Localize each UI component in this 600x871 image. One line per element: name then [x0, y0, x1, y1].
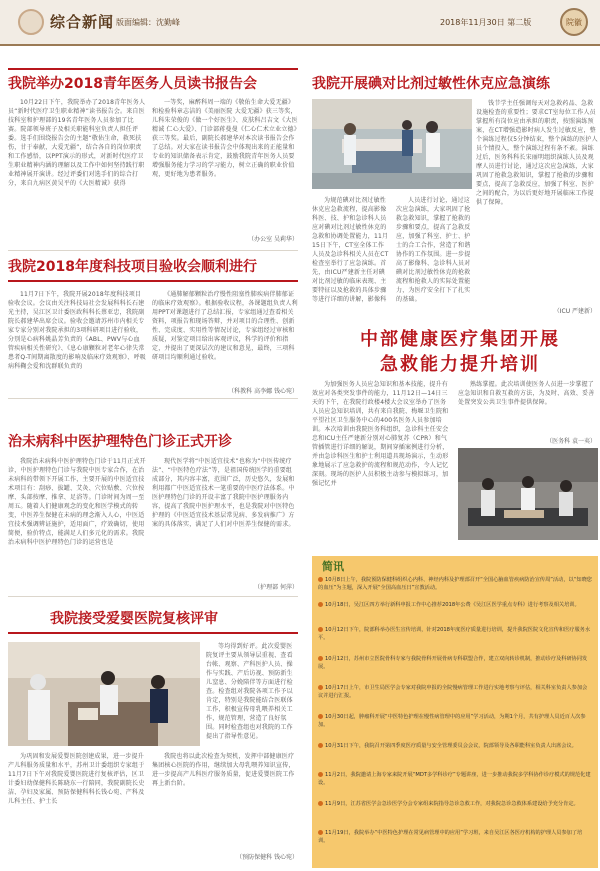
- baby-byline: （预防保健科 钱心宛）: [236, 854, 298, 861]
- iodine-body-col1: 为规范碘对比剂过敏性休克应急救流程，提高影像科医、技、护和急诊科人员应对碘对比剂过敏性休克的急救和协调处置能力，11月15日下午，CT室全体工作人员及急诊科相关人员在CT检查室举行了应急演练。首先，由ICU严建新主任对碘对比剂过敏的临床表现、主要特征以及抢救的具体步骤等进行详细的讲解，影像科: [312, 197, 389, 303]
- research-body-col2: 《通肺解郁颗粒治疗慢性阻塞性肺疾病伴肺郁证的临床疗效观察》。根据验收议程，各课题组负责人利用PPT对课题进行了总结汇报，专家组通过查看相关资料，项报告和现场答辩，并对项目的合理性、创新性、完成度、实用性等情况讨论，专家组经过审核和质疑，对鉴定项目给出客观评议，科学的评价和指定，并提出了更深层次的建议和意见，最终，三项科研项目均顺利通过验收。: [152, 291, 298, 361]
- hospital-logo-icon: [560, 8, 588, 36]
- group-headline-line1: 中部健康医疗集团开展: [360, 329, 560, 350]
- group-body-col2: 熟练掌握。此次培训使医务人员进一步掌握了应急知识和自救互救的方法，为及时、高效、妥善处置突发公共卫生事件提供保障。: [458, 381, 595, 406]
- headline-underline: [8, 280, 298, 282]
- tcm-byline: （护理部 何萍）: [254, 584, 298, 591]
- research-headline: 我院2018年度科技项目验收会顺利进行: [8, 259, 257, 275]
- tcm-body-col2: 现代医学将“中医适宜技术”也称为“中医传统疗法”、“中医特色疗法”等，是祖国传统医学的重要组成部分，其内容丰富，范围广泛，历史悠久，发展和利用都广中医适宜技术一笔重要的中医疗法体系。中医护理特色门诊的开设丰富了我院中医护理服务内容，提高了我院中医护理水平，也是我院对中医特色护理的《中医适宜技术基层常见病、多发病推广》方案的具体落实，满足了人们对中医养生保健的需求。: [152, 458, 295, 528]
- research-body-col1: 11月7日下午，我院开展2018年度科技项目验收会议。会议由关注科技局社会发展科科长石建光主持，吴江区卫计委医政科科长蔡亚忠，我院副院长郝建华出席会议。验收会邀请苏州市内相关专家专家分别对我院承担的3项科研项目进行验收，分别是心病科姚晶芳负责的《ABL、PWV与心血管疾病相关性研究》、《息心康颗粒对老年心律失常患者Q-T间期离散度的影响及临床疗效观察》、呼吸病科鞠会爱和沈群联负责的: [8, 291, 146, 370]
- baby-body-right: 等均得到好评。此次爱婴医院复评主要从领导层重视、查看台帐、观察、产科医护人员、操作与实践、产后访视、预防新生儿窒息、分娩陪伴等方面进行检查。检查组对我院各项工作予以肯定，特别是我院能结合医联体工作，积极宣传母乳喂养相关工作，规范管理，营造了良好氛围。同时检查组也对我院的工作提出了指导性意见。: [206, 643, 293, 740]
- headline-underline: [8, 68, 298, 70]
- tcm-body-col1: 我院治未病科中医护理特色门诊于11月正式开诊，中医护理特色门诊与我院中医专家合作，在治未病科的带领下开展工作，主要开展的中医适宜技术项目有：刮痧、拔罐、艾灸、穴位贴敷、穴位按摩、头部按摩、推拿、足浴等。门诊时间为周一至周五。随着人们健康观念的变化和医学模式的转变，中医养生保健在未病的理念渐入人心，中医适宜技术强调辨证施护，适用面广，疗效确切，使用简便，验价特点，能满足人们多元化的需求。我院治未病科中医护理特色门诊的运营也是: [8, 458, 146, 546]
- group-body-col1: 为加强医务人员应急知识和基本技能，提升有效应对各类突发事件的能力，11月12日—14日三天的下午，在我院行政楼4楼大会议室举办了医务人员应急知识培训，共有来自我院、梅堰卫生院和平望社区卫生服务中心的400名医务人员参加培训。本次培训由我院医务科组织，急诊科主任安会忠和ICU主任严建新分别对心肺复苏（CPR）和气管插管进行详细的解说，期间穿插案例进行分析，并由急诊科医生和护士利用道具现场演示，生动形象地展示了应急救护的流程和规范动作，令人记忆深刻。现场的医护人员积极主动参与模拟练习，加强记忆并: [312, 381, 449, 487]
- drill-photo: [312, 99, 472, 189]
- group-byline: （医务科 袁一夷）: [546, 438, 596, 445]
- bullet-icon: [318, 656, 323, 661]
- group-headline-line2: 急救能力提升培训: [380, 354, 540, 375]
- bullet-icon: [318, 830, 323, 835]
- section-title: 综合新闻: [50, 13, 115, 31]
- bullet-icon: [318, 602, 323, 607]
- research-byline: （科教科 高李娜 钱心宛）: [228, 388, 298, 395]
- bullet-icon: [318, 743, 323, 748]
- iodine-headline: 我院开展碘对比剂过敏性休克应急演练: [312, 76, 550, 92]
- brief-item: 11月19日，我院举办“中医特色护理在常见病管理中的应用”学习班，来自吴江区各医疗机构的护理人员参加了培训。: [318, 830, 583, 845]
- reading-headline: 我院举办2018青年医务人员读书报告会: [8, 76, 257, 92]
- review-photo: [8, 642, 200, 746]
- brief-item: 10月8日上午，我院预防保健科组织心内科、神经内科及护理部召开“全国心脑血管疾病防治宣传周”活动，以“知晓您的血压”为主题，深入开展“全国高血压日”宣教活动。: [318, 577, 592, 592]
- brief-item: 10月30日起，肿瘤科开展“中医特色护理在慢性病管理中的应用”学习活动，为期1个月，共有护理人员近百人次参加。: [318, 714, 586, 729]
- brief-item: 11月9日，江苏省医学会急诊医学分会专家组来院指导急诊急救工作，对我院急诊急救体系建设给予充分肯定。: [318, 800, 592, 829]
- review-photo-image: [8, 642, 200, 746]
- brief-item: 10月12日下午，院部科举办医生宣传培训，针对2018年度医疗质量进行培训，提升我院医院文化宣传和医疗服务水平。: [318, 627, 591, 642]
- training-photo: [458, 448, 598, 540]
- drill-photo-image: [312, 99, 472, 189]
- divider: [8, 596, 298, 597]
- brief-item: 10月18日，吴江区四方举行新科申报工作中心推荐2018年公费《吴江区医学重点专科》进行考察及相关培训。: [318, 601, 592, 626]
- bullet-icon: [318, 772, 323, 777]
- bullet-icon: [318, 685, 323, 690]
- bullet-icon: [318, 627, 323, 632]
- bullet-icon: [318, 577, 323, 582]
- iodine-body-col2: 人员进行讨论，通过这次应急演练，大家巩固了抢救急救知识，掌握了抢救的步骤和要点，提高了急救反应，加强了科室、护士、护士的合工合作，营造了和谐协作的工作氛围。进一步提高了影像科、急诊科人员对碘对比剂过敏性休克的抢救流程和抢救人的实际处置能力，为医疗安全打下了扎实的基础。: [396, 197, 471, 303]
- briefs-title: 简讯: [322, 560, 344, 573]
- baby-body-col2: 我院也将以此次检查为契机，发挥中部健康医疗集团核心医院的作用，继续加大母乳喂养知识宣传，进一步提高产儿科医疗服务质量，促进爱婴医院工作再上新台阶。: [152, 753, 295, 787]
- divider: [8, 398, 298, 399]
- brief-item: 10月12日，苏州市立医院骨科专家与我院骨科开展骨病专科联盟合作，建立双向转诊机制，推动诊疗及科研协同发展。: [318, 656, 588, 671]
- editor-label: 版面编辑：沈勤峰: [116, 18, 180, 27]
- reading-body-col1: 10月22日下午，我院举办了2018青年医务人员“新时代医疗卫生职业精神”读书报告会。来自医技科室和护理部的19名青年医务人员参加了比赛。院部领导班子及相关职能科室负责人担任评委。选手们围绕报告会的主题“敬佑生命，救死扶伤，甘于奉献，大爱无疆”，结合各自的岗位职责和工作感悟，以PPT演示的形式，对新时代医疗卫生职业精神内涵的理解以及工作中如何坚持践行职业精神展开演讲。经过评委们对选手们的综合打分，来自九病区黄吴平的《大医精诚》获得: [8, 99, 146, 187]
- logo-text: 院徽: [566, 17, 582, 27]
- brief-item: 10月17日上午，市卫生局医学会专家对我院申报的全院慢病管理工作进行实地考察与评估，相关科室负责人参加会议并进行汇报。: [318, 685, 588, 700]
- tcm-headline: 治未病科中医护理特色门诊正式开诊: [8, 434, 232, 450]
- baby-headline: 我院接受爱婴医院复核评审: [50, 611, 218, 627]
- brief-item: 11月2日，我院邀请上海专家来院开展“MDT多学科诊疗”专题讲座，进一步推动我院多学科协作诊疗模式的规范化建设。: [318, 772, 591, 787]
- iodine-body-right: 钱节学主任强调每天对急救药品、急救设施检查的重要性；要求CT室每位工作人员掌握所有岗位应由承担的职责，按照演练预案，在CT增强造影时病人发生过敏反应，整个演练过程仅5分钟结束，整个演练的医护人员个情投入，整个演练过程有条不紊。演练过后，医务科科长宋丽明组织演练人员及观摩人员进行讨论，通过这次应急演练，大家巩固了抢救急救知识，掌握了抢救的步骤和要点，提高了急救反应，加强了科室、医护之间的配合，为以后更好地开展临床工作提供了保障。: [476, 100, 598, 206]
- decorative-logo-icon: [18, 9, 44, 35]
- briefs-list: [318, 576, 592, 858]
- brief-item: 10月31日下午，我院召开第四季度医疗质量与安全管理委员会会议，院部领导及各职能科室负责人出席会议。: [318, 742, 592, 771]
- bullet-icon: [318, 801, 323, 806]
- iodine-byline: （ICU 严建新）: [553, 308, 596, 315]
- date-edition: 2018年11月30日 第二版: [440, 18, 532, 27]
- headline-underline: [8, 632, 298, 634]
- reading-byline: （办公室 吴莉华）: [248, 236, 298, 243]
- training-photo-image: [458, 448, 598, 540]
- bullet-icon: [318, 714, 323, 719]
- baby-body-col1: 为巩固和发展爱婴医院创建成果，进一步提升产儿科服务质量和水平，苏州卫计委组织专家组于11月7日下午对我院爱婴医院进行复核评估，区卫计委妇幼保健科长陈晓东一行陪同，我院副院长史洁、孕妇及家属、预防保健科科长钱心宛、产科及儿科主任、护士长: [8, 753, 145, 805]
- reading-body-col2: 一等奖，麻醉科周一端的《敬佑生命大爱无疆》和检验科章志洁的《美丽医院 大爱无疆》获三等奖，儿科朱荣俊的《做一个好医生》、皮肤科吕吉文《大医精诚 仁心大爱》、门诊部蒋曼曼《仁心仁术立业立德》获三等奖。最后，副院长郝建华对本次读书报告会作了总结。对大家在读书报告会中体现出来的正能量和专业的知识储备表示肯定，鼓励我院青年医务人员要增强服务能力学习的学习能力，树立正确的职业价值观，更好地为患者服务。: [152, 99, 298, 178]
- divider: [8, 250, 298, 251]
